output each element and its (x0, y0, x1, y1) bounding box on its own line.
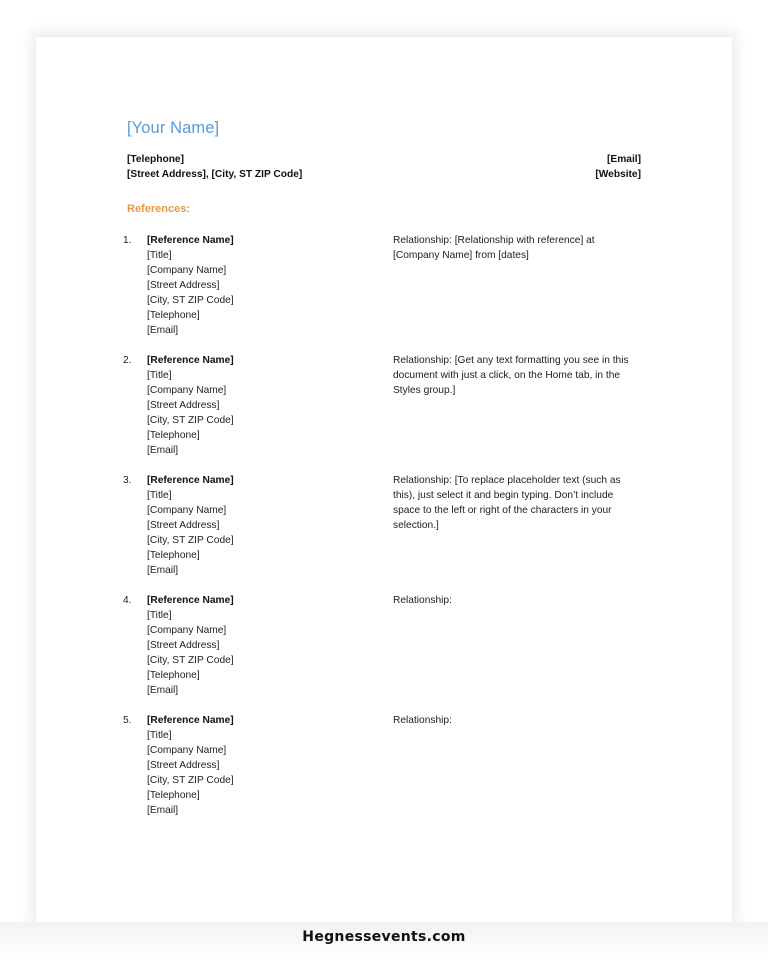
reference-telephone: [Telephone] (147, 310, 200, 321)
reference-details (147, 353, 234, 458)
contact-left (127, 152, 302, 182)
reference-city: [City, ST ZIP Code] (147, 295, 234, 306)
reference-email: [Email] (147, 325, 179, 336)
reference-city: [City, ST ZIP Code] (147, 775, 234, 786)
reference-relationship: Relationship: (393, 595, 452, 606)
reference-company: [Company Name] (147, 625, 227, 636)
address-text: [Street Address], [City, ST ZIP Code] (127, 169, 303, 180)
reference-street: [Street Address] (147, 640, 220, 651)
reference-number: 1. (123, 235, 132, 246)
reference-relationship: Relationship: [To replace placeholder text (such as this), just select it and begin typing. Don’t include space to the left or right of the characters in your selection.] (393, 475, 621, 531)
reference-email: [Email] (147, 805, 179, 816)
reference-details (147, 713, 234, 818)
reference-name: [Reference Name] (147, 595, 234, 606)
telephone-text: [Telephone] (127, 154, 184, 165)
reference-city: [City, ST ZIP Code] (147, 655, 234, 666)
reference-details (147, 473, 234, 578)
references-heading: References: (127, 203, 190, 215)
reference-company: [Company Name] (147, 505, 227, 516)
reference-name: [Reference Name] (147, 715, 234, 726)
reference-name: [Reference Name] (147, 235, 234, 246)
reference-relationship: Relationship: [Get any text formatting you see in this document with just a click, on the Home tab, in the Styles group.] (393, 355, 629, 396)
reference-number: 5. (123, 715, 132, 726)
reference-title: [Title] (147, 490, 172, 501)
reference-title: [Title] (147, 610, 172, 621)
reference-telephone: [Telephone] (147, 670, 200, 681)
footer-watermark-bar (0, 922, 768, 960)
contact-right (595, 152, 641, 182)
reference-name: [Reference Name] (147, 475, 234, 486)
reference-details (147, 593, 234, 698)
reference-company: [Company Name] (147, 265, 227, 276)
your-name-heading: [Your Name] (127, 119, 220, 137)
reference-details (147, 233, 234, 338)
reference-email: [Email] (147, 565, 179, 576)
reference-city: [City, ST ZIP Code] (147, 535, 234, 546)
reference-email: [Email] (147, 685, 179, 696)
reference-title: [Title] (147, 250, 172, 261)
reference-number: 3. (123, 475, 132, 486)
reference-street: [Street Address] (147, 280, 220, 291)
email-text: [Email] (607, 154, 641, 165)
reference-company: [Company Name] (147, 745, 227, 756)
reference-number: 4. (123, 595, 132, 606)
reference-telephone: [Telephone] (147, 790, 200, 801)
website-text: [Website] (595, 169, 641, 180)
reference-name: [Reference Name] (147, 355, 234, 366)
reference-street: [Street Address] (147, 520, 220, 531)
reference-title: [Title] (147, 730, 172, 741)
watermark-text: Hegnessevents.com (302, 929, 466, 945)
reference-city: [City, ST ZIP Code] (147, 415, 234, 426)
reference-telephone: [Telephone] (147, 550, 200, 561)
reference-telephone: [Telephone] (147, 430, 200, 441)
reference-company: [Company Name] (147, 385, 227, 396)
reference-relationship: Relationship: (393, 715, 452, 726)
reference-street: [Street Address] (147, 760, 220, 771)
reference-street: [Street Address] (147, 400, 220, 411)
reference-email: [Email] (147, 445, 179, 456)
document-page (36, 37, 732, 922)
reference-number: 2. (123, 355, 132, 366)
reference-relationship: Relationship: [Relationship with reference] at [Company Name] from [dates] (393, 235, 595, 261)
reference-title: [Title] (147, 370, 172, 381)
